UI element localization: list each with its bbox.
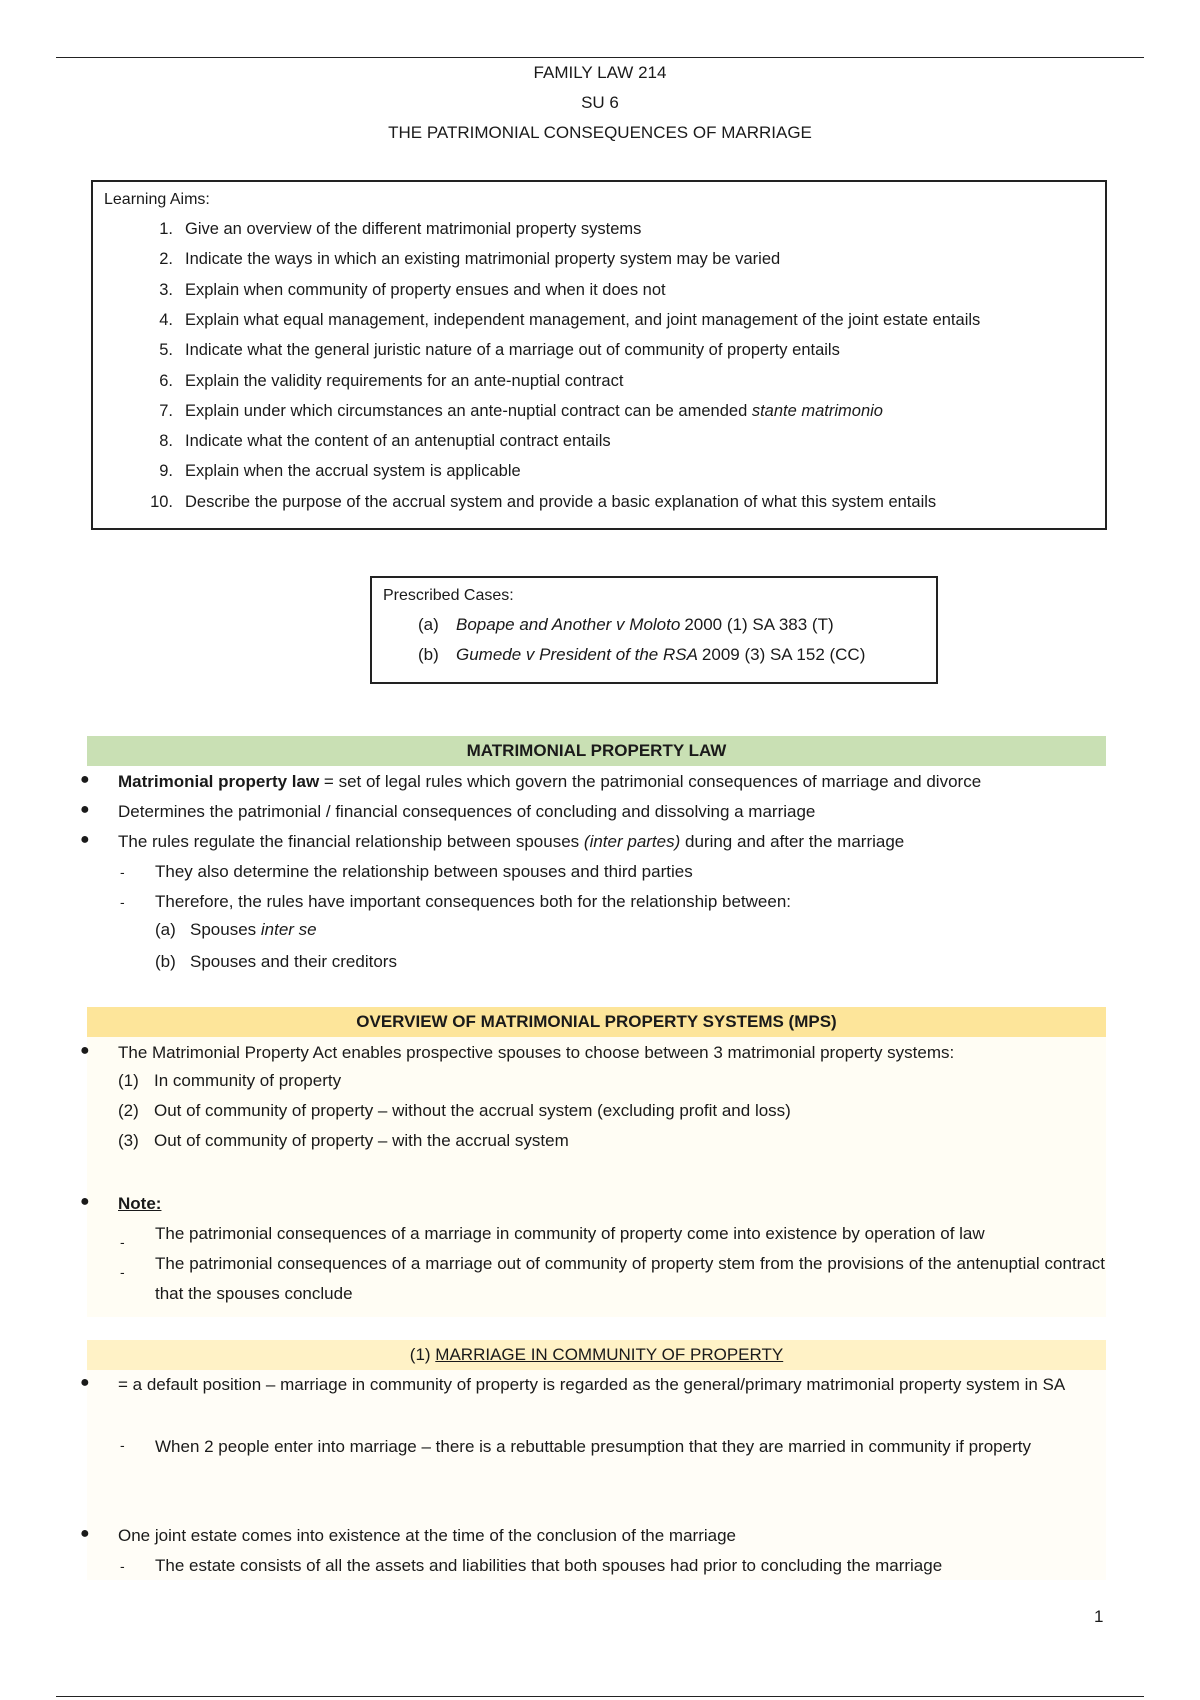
section-heading-matrimonial-property-law: MATRIMONIAL PROPERTY LAW	[87, 736, 1106, 766]
note-dash-2: The patrimonial consequences of a marriage out of community of property stem from the provisions of the antenuptial contract that the spouses conclude	[155, 1254, 1105, 1303]
bullet-icon: ●	[80, 1042, 90, 1059]
learning-aim-number: 2.	[159, 250, 173, 269]
section-heading-overview-mps: OVERVIEW OF MATRIMONIAL PROPERTY SYSTEMS (MPS)	[87, 1007, 1106, 1037]
learning-aim-item	[135, 220, 641, 239]
in-community-heading-text: MARRIAGE IN COMMUNITY OF PROPERTY	[435, 1345, 784, 1364]
dash-icon: -	[120, 1437, 125, 1453]
learning-aim-text: Describe the purpose of the accrual system and provide a basic explanation of what this system entails	[185, 492, 937, 511]
learning-aim-text: Explain the validity requirements for an ante-nuptial contract	[185, 371, 624, 390]
mpl-sub-a-text: Spouses	[190, 920, 261, 939]
learning-aim-item	[135, 432, 611, 451]
unit-title: SU 6	[581, 93, 619, 112]
in-community-bullet-1: = a default position – marriage in community of property is regarded as the general/primary matrimonial property system in SA	[118, 1375, 1066, 1394]
mps-system-text: Out of community of property – without the accrual system (excluding profit and loss)	[154, 1101, 791, 1120]
learning-aim-item	[135, 493, 936, 512]
case-citation: 2000 (1) SA 383 (T)	[684, 615, 834, 634]
mpl-term: Matrimonial property law	[118, 772, 320, 791]
learning-aim-item	[135, 372, 623, 391]
section-heading-in-community	[87, 1340, 1106, 1370]
learning-aim-number: 8.	[159, 432, 173, 451]
bullet-icon: ●	[80, 801, 90, 818]
bullet-icon: ●	[80, 771, 90, 788]
mpl-sub-a-label: (a)	[155, 920, 176, 939]
bullet-icon: ●	[80, 1374, 90, 1391]
course-title: FAMILY LAW 214	[533, 63, 667, 82]
learning-aim-number: 1.	[159, 220, 173, 238]
mpl-bullet-3	[118, 832, 904, 852]
learning-aim-item	[135, 250, 780, 269]
mpl-b3-italic: (inter partes)	[583, 832, 681, 851]
dash-icon: -	[120, 1234, 125, 1250]
learning-aim-number: 6.	[159, 371, 173, 390]
prescribed-case-item	[418, 615, 834, 635]
case-label: (b)	[418, 645, 439, 664]
learning-aim-number: 5.	[159, 341, 173, 360]
bullet-icon: ●	[80, 1193, 90, 1210]
mpl-b3-post: during and after the marriage	[680, 832, 905, 851]
mpl-sub-a	[190, 920, 317, 940]
mpl-bullet-2: Determines the patrimonial / financial consequences of concluding and dissolving a marriage	[118, 802, 816, 821]
mps-system-label: (1)	[118, 1071, 139, 1090]
top-rule	[56, 57, 1144, 58]
in-community-dash-1: When 2 people enter into marriage – there is a rebuttable presumption that they are married in community if property	[155, 1437, 1031, 1456]
bottom-rule	[56, 1696, 1144, 1697]
dash-icon: -	[120, 894, 125, 910]
learning-aim-text: Give an overview of the different matrimonial property systems	[185, 220, 642, 238]
mpl-sub-a-italic: inter se	[260, 920, 317, 939]
mps-system-label: (2)	[118, 1101, 139, 1120]
learning-aim-number: 7.	[159, 401, 173, 420]
learning-aim-text: Indicate what the general juristic nature of a marriage out of community of property entails	[185, 341, 840, 360]
learning-aim-item	[135, 281, 666, 300]
mpl-sub-b-label: (b)	[155, 952, 176, 971]
mps-system-label: (3)	[118, 1131, 139, 1150]
learning-aims-title: Learning Aims:	[104, 191, 210, 208]
dash-icon: -	[120, 1558, 125, 1574]
in-community-background	[87, 1370, 1106, 1580]
prescribed-case-item	[418, 645, 865, 665]
note-label: Note:	[118, 1194, 162, 1213]
learning-aim-number: 4.	[159, 310, 173, 329]
in-community-heading-num: (1)	[409, 1345, 436, 1364]
mpl-b3-pre: The rules regulate the financial relationship between spouses	[118, 832, 584, 851]
mpl-definition: = set of legal rules which govern the patrimonial consequences of marriage and divorce	[319, 772, 982, 791]
learning-aim-text: Indicate what the content of an antenuptial contract entails	[185, 432, 611, 451]
learning-aim-item	[135, 402, 883, 421]
case-label: (a)	[418, 615, 439, 634]
dash-icon: -	[120, 864, 125, 880]
learning-aim-text: Explain when the accrual system is applicable	[185, 462, 521, 481]
mpl-bullet-1	[118, 772, 981, 792]
mpl-sub-b: Spouses and their creditors	[190, 952, 397, 971]
case-name: Bopape and Another v Moloto	[456, 615, 681, 634]
page-title: THE PATRIMONIAL CONSEQUENCES OF MARRIAGE	[388, 123, 812, 142]
learning-aim-item	[135, 341, 840, 360]
mps-system-text: Out of community of property – with the accrual system	[154, 1131, 569, 1150]
note-dash-1: The patrimonial consequences of a marriage in community of property come into existence by operation of law	[155, 1224, 985, 1243]
learning-aim-number: 9.	[159, 462, 173, 481]
prescribed-cases-box	[370, 576, 938, 684]
mpl-dash-2: Therefore, the rules have important consequences both for the relationship between:	[155, 892, 791, 911]
case-citation: 2009 (3) SA 152 (CC)	[701, 645, 866, 664]
dash-icon: -	[120, 1264, 125, 1280]
learning-aim-text: Indicate the ways in which an existing matrimonial property system may be varied	[185, 250, 781, 269]
bullet-icon: ●	[80, 831, 90, 848]
mpl-dash-1: They also determine the relationship between spouses and third parties	[155, 862, 693, 881]
case-name: Gumede v President of the RSA	[456, 645, 698, 664]
overview-bullet-1: The Matrimonial Property Act enables prospective spouses to choose between 3 matrimonial property systems:	[118, 1043, 955, 1062]
page-number: 1	[1094, 1607, 1104, 1626]
learning-aim-number: 3.	[159, 280, 173, 299]
mps-system-text: In community of property	[154, 1071, 342, 1090]
learning-aims-box	[91, 180, 1107, 530]
learning-aim-item	[135, 311, 980, 330]
learning-aim-text: Explain under which circumstances an ante-nuptial contract can be amended	[185, 401, 748, 420]
in-community-bullet-2: One joint estate comes into existence at the time of the conclusion of the marriage	[118, 1526, 737, 1545]
prescribed-cases-title: Prescribed Cases:	[383, 587, 514, 604]
in-community-dash-2: The estate consists of all the assets and liabilities that both spouses had prior to concluding the marriage	[155, 1556, 943, 1575]
learning-aim-item	[135, 462, 521, 481]
bullet-icon: ●	[80, 1525, 90, 1542]
learning-aim-text: Explain when community of property ensues and when it does not	[185, 280, 666, 299]
learning-aim-text: Explain what equal management, independent management, and joint management of the joint estate entails	[185, 310, 981, 329]
learning-aim-number: 10.	[150, 492, 173, 511]
learning-aim-italic: stante matrimonio	[751, 401, 883, 420]
